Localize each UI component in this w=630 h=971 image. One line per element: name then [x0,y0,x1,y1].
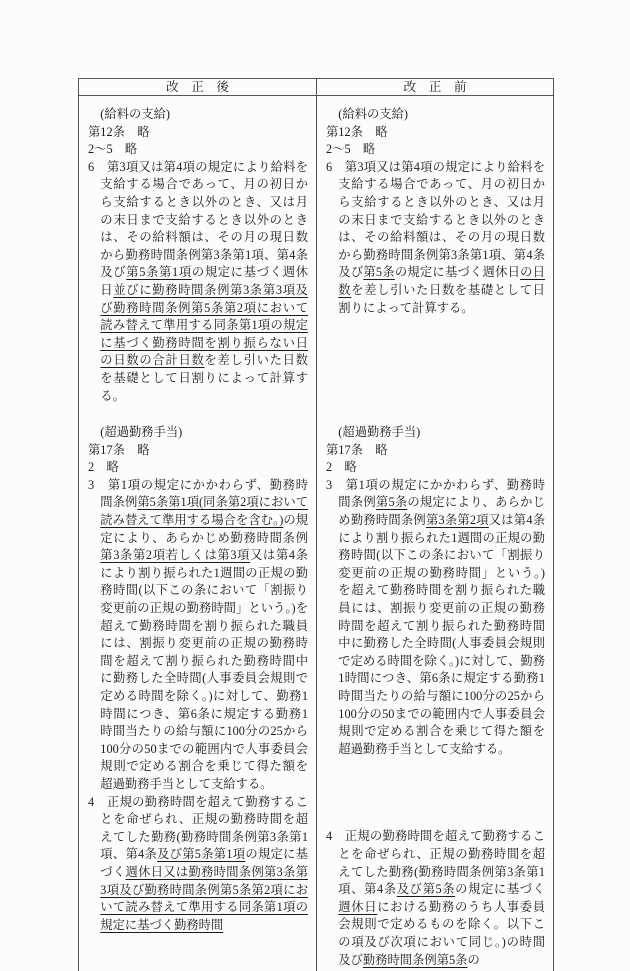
table-row [79,405,553,971]
amendment-comparison-table [78,78,554,971]
text-block [88,477,308,794]
text-segment: の規定により、あらかじめ勤務時間条例 [100,513,308,545]
text-segment: 又は第4条により割り振られた1週間の正規の勤務時間(以下この条において「割振り変更前の正規の勤務時間」という。)を超えて勤務時間を割り振られた職員には、割振り変更前の正規の勤務時間を超えて割り振られた勤務時間中に勤務した全時間(人事委員会規則で定める時間を除く。)に対して、勤務1時間につき、第6条に規定する勤務1時間当たりの給与額に100分の25から100分の50までの範囲内で人事委員会規則で定める割合を乗じて得た額を超過勤務手当として支給する。 [100,548,308,791]
text-block [326,141,545,159]
text-segment: 6 第3項又は第4項の規定により給料を支給する場合であって、月の初日から支給するとき以外のとき、又は月の末日まで支給するとき以外のときは、その給料額は、その月の現日数から勤務時間条例第3条第1項、第4条及び [88,159,308,280]
text-segment: 2 略 [326,460,357,475]
table-row [79,96,553,405]
text-segment: 6 第3項又は第4項の規定により給料を支給する場合であって、月の初日から支給するとき以外のとき、又は月の末日まで支給するとき以外のときは、その給料額は、その月の現日数から勤務時間条例第3条第1項、第4条及び [326,159,545,280]
text-segment: の規定に基づく [455,882,545,897]
text-segment: を差し引いた日数を基礎として日割りによって計算する。 [338,282,545,315]
text-block [88,106,308,124]
revised-text: 及び第5条第1項 [157,847,246,862]
table-body [79,96,553,971]
revised-text: 及び第5条 [396,882,456,897]
text-segment: の [467,952,480,967]
text-segment: の規定に基づく週休日 [394,265,521,280]
revised-text: 週休日 [338,899,378,914]
text-segment: 第12条 略 [88,124,150,139]
text-block [88,159,308,405]
text-segment: (超過勤務手当) [326,425,421,440]
text-segment: 2〜5 略 [88,142,138,157]
text-segment: を差し引いた日数を基礎として日割りによって計算する。 [100,353,308,403]
text-block [88,794,308,935]
revised-text: 第5条第1項(同条第2項において読み替えて準用する場合を含む。) [100,495,308,528]
text-segment: 2〜5 略 [326,142,376,157]
header-after-amendment: 改 正 後 [166,80,229,94]
text-segment: (給料の支給) [88,107,170,121]
text-block [326,159,545,317]
cell-after-amendment [79,96,316,405]
text-segment: 第12条 略 [326,124,388,139]
spacer [326,758,545,828]
text-segment: (給料の支給) [326,107,408,121]
text-block [326,442,545,460]
text-segment: 第17条 略 [326,442,388,457]
text-segment: の規定に基づく週休日 [100,265,308,297]
text-block [88,442,308,460]
revised-text: 第3条第2項 [425,513,489,528]
cell-before-amendment [316,405,553,971]
revised-text: 並びに勤務時間条例第3条第3項及び勤務時間条例第5条第2項において読み替えて準用する同条第1項の規定に基づく勤務時間を割り振らない日の日数の合計日数 [100,282,308,368]
text-segment: の規定により、あらかじめ勤務時間条例 [338,495,545,528]
text-segment: 3 第1項の規定にかかわらず、勤務時間条例 [88,477,308,510]
text-segment: における勤務のうち人事委員会規則で定めるものを除く。以下この項及び次項において同じ。)の時間及び [338,899,545,967]
cell-before-amendment [316,96,553,405]
revised-text: 第5条 [375,495,408,510]
text-block [326,477,545,759]
revised-text: の日数 [338,265,545,297]
text-segment: 2 略 [88,460,119,475]
table-header [79,79,553,96]
text-block [326,459,545,477]
text-block [326,106,545,124]
revised-text: 勤務時間条例第5条 [362,952,468,967]
text-segment: 4 正規の勤務時間を超えて勤務することを命ぜられ、正規の勤務時間を超えてした勤務(勤務時間条例第3条第1項、第4条 [88,794,308,862]
text-block [326,424,545,442]
text-segment: の規定に基づく [100,847,308,879]
revised-text: 第5条 [363,265,395,280]
text-segment: 又は第4条により割り振られた1週間の正規の勤務時間(以下この条において「割振り変更前の正規の勤務時間」という。)を超えて勤務時間を割り振られた職員には、割振り変更前の正規の勤務時間を超えて割り振られた勤務時間中に勤務した全時間(人事委員会規則で定める時間を除く。)に対して、勤務1時間につき、第6条に規定する勤務1時間当たりの給与額に100分の25から100分の50までの範囲内で人事委員会規則で定める割合を乗じて得た額を超過勤務手当として支給する。 [338,513,545,756]
text-segment: 4 正規の勤務時間を超えて勤務することを命ぜられ、正規の勤務時間を超えてした勤務(勤務時間条例第3条第1項、第4条 [326,829,545,897]
text-block [88,141,308,159]
text-segment: 第17条 略 [88,442,150,457]
header-before-amendment: 改 正 前 [316,79,553,95]
text-block [88,124,308,142]
revised-text: 週休日又は勤務時間条例第3条第3項及び勤務時間条例第5条第2項において読み替えて準用する同条第1項の規定に基づく勤務時間 [100,864,308,932]
revised-text: 第3条第2項若しくは第3項 [100,548,251,563]
text-segment: 3 第1項の規定にかかわらず、勤務時間条例 [326,477,545,510]
text-block [326,828,545,969]
text-segment: (超過勤務手当) [88,425,183,440]
revised-text: 第5条第1項 [126,265,192,280]
text-block [88,424,308,442]
text-block [88,459,308,477]
text-block [326,124,545,142]
cell-after-amendment [79,405,316,971]
